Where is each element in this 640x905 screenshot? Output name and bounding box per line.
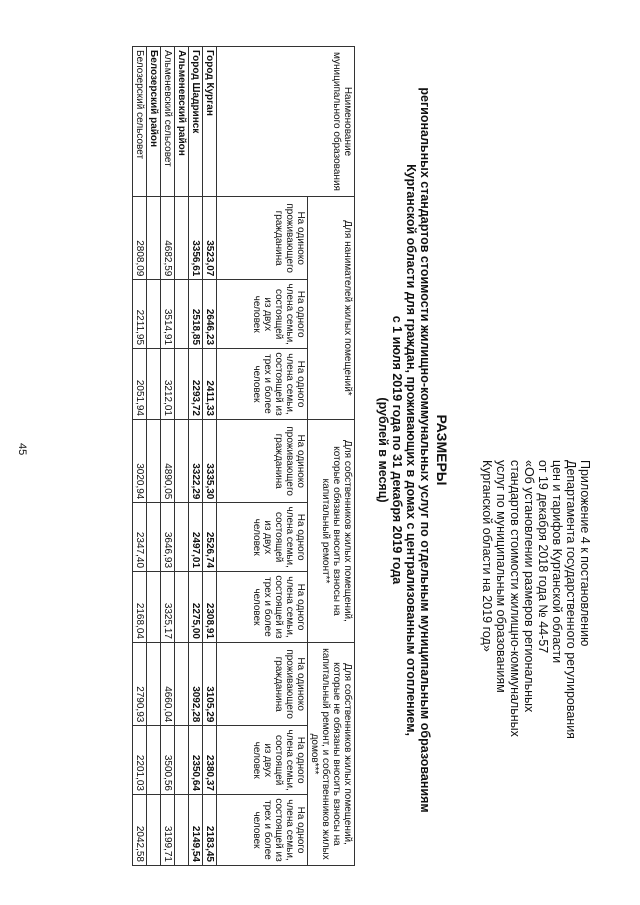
value-cell: 3092,28 [189,642,203,725]
subheader-single: На одиноко проживающего гражданина [217,197,308,280]
value-cell: 4660,04 [161,642,175,725]
subheader-three-plus: На одного члена семьи, состоящей из трех и более человек [217,349,308,420]
value-cell: 2411,33 [203,349,217,420]
subheader-two: На одного члена семьи, состоящей из двух человек [217,280,308,349]
title-main: РАЗМЕРЫ [434,414,450,486]
subheader-single: На одиноко проживающего гражданина [217,419,308,502]
value-cell [175,726,189,795]
appendix-header [480,460,592,880]
value-cell [175,795,189,866]
value-cell: 2646,23 [203,280,217,349]
value-cell: 2042,58 [133,795,147,866]
value-cell: 2380,37 [203,726,217,795]
title-line: Курганской области для граждан, проживающих в домах с централизованным отоплением, [404,164,418,736]
municipality-name: Город Шадринск [189,47,203,197]
value-cell: 4682,59 [161,197,175,280]
subheader-single: На одиноко проживающего гражданина [217,642,308,725]
municipality-name: Альменевский сельсовет [161,47,175,197]
value-cell: 2308,91 [203,572,217,643]
group-header-owners-repair: Для собственников жилых помещений, которые обязаны вносить взносы на капитальный ремонт** [308,419,355,642]
appendix-line: Приложение 4 к постановлению [578,460,592,647]
subheader-two: На одного члена семьи, состоящей из двух человек [217,726,308,795]
value-cell: 2293,72 [189,349,203,420]
value-cell: 2497,01 [189,503,203,572]
subheader-three-plus: На одного члена семьи, состоящей из трех и более человек [217,572,308,643]
value-cell: 3523,07 [203,197,217,280]
value-cell [147,572,161,643]
value-cell: 3514,91 [161,280,175,349]
subheader-three-plus: На одного члена семьи, состоящей из трех и более человек [217,795,308,866]
value-cell [175,503,189,572]
value-cell [147,349,161,420]
value-cell: 2149,54 [189,795,203,866]
value-cell: 2790,93 [133,642,147,725]
appendix-line: цен и тарифов Курганской области [550,460,564,664]
value-cell: 3020,94 [133,419,147,502]
value-cell: 3322,29 [189,419,203,502]
table-row [133,47,147,866]
value-cell: 3325,17 [161,572,175,643]
value-cell: 3356,61 [189,197,203,280]
value-cell [147,795,161,866]
value-cell [175,280,189,349]
value-cell: 2518,85 [189,280,203,349]
value-cell [147,280,161,349]
value-cell: 2526,74 [203,503,217,572]
value-cell: 2168,04 [133,572,147,643]
value-cell [147,503,161,572]
table-row [175,47,189,866]
value-cell [175,349,189,420]
col-name-header: Наименование муниципального образования [217,47,355,197]
rotated-document [40,40,600,860]
table-header-row [308,47,355,866]
title-line: с 1 июля 2019 года по 31 декабря 2019 года [390,315,404,585]
table-row [147,47,161,866]
document-title [376,40,450,860]
municipality-name: Альменевский район [175,47,189,197]
value-cell [147,197,161,280]
value-cell [147,419,161,502]
municipality-name: Белозерский район [147,47,161,197]
value-cell: 3500,56 [161,726,175,795]
value-cell: 2201,03 [133,726,147,795]
value-cell: 4890,05 [161,419,175,502]
title-line: (рублей в месяц) [376,397,390,503]
municipality-name: Белозерский сельсовет [133,47,147,197]
appendix-line: от 19 декабря 2018 года № 44-57 [536,460,550,654]
appendix-line: Курганской области на 2019 год» [480,460,494,652]
municipality-name: Город Курган [203,47,217,197]
table-row [161,47,175,866]
table-row [189,47,203,866]
value-cell: 2051,94 [133,349,147,420]
value-cell: 3212,01 [161,349,175,420]
value-cell: 2347,40 [133,503,147,572]
value-cell [147,726,161,795]
value-cell: 2183,45 [203,795,217,866]
value-cell: 3335,30 [203,419,217,502]
value-cell: 3646,93 [161,503,175,572]
group-header-owners-no-repair: Для собственников жилых помещений, которые не обязаны вносить взносы на капитальный ремонт, и собственников жилых домов*** [308,642,355,865]
value-cell [175,572,189,643]
standards-table [132,46,355,866]
value-cell [175,642,189,725]
value-cell [175,419,189,502]
appendix-line: Департамента государственного регулирования [564,460,578,739]
title-line: региональных стандартов стоимости жилищно-коммунальных услуг по отдельным муниципальным образованиям [418,87,432,813]
page-number: 45 [16,443,28,456]
appendix-line: «Об установлении размеров региональных [522,460,536,713]
value-cell: 2211,95 [133,280,147,349]
value-cell: 2350,64 [189,726,203,795]
table-body [133,47,217,866]
value-cell [175,197,189,280]
value-cell: 2275,00 [189,572,203,643]
table-row [203,47,217,866]
value-cell: 3105,29 [203,642,217,725]
value-cell [147,642,161,725]
appendix-line: стандартов стоимости жилищно-коммунальных [508,460,522,737]
group-header-tenants: Для нанимателей жилых помещений* [308,197,355,420]
appendix-line: услуг по муниципальным образованиям [494,460,508,693]
value-cell: 3199,71 [161,795,175,866]
subheader-two: На одного члена семьи, состоящей из двух человек [217,503,308,572]
value-cell: 2808,09 [133,197,147,280]
